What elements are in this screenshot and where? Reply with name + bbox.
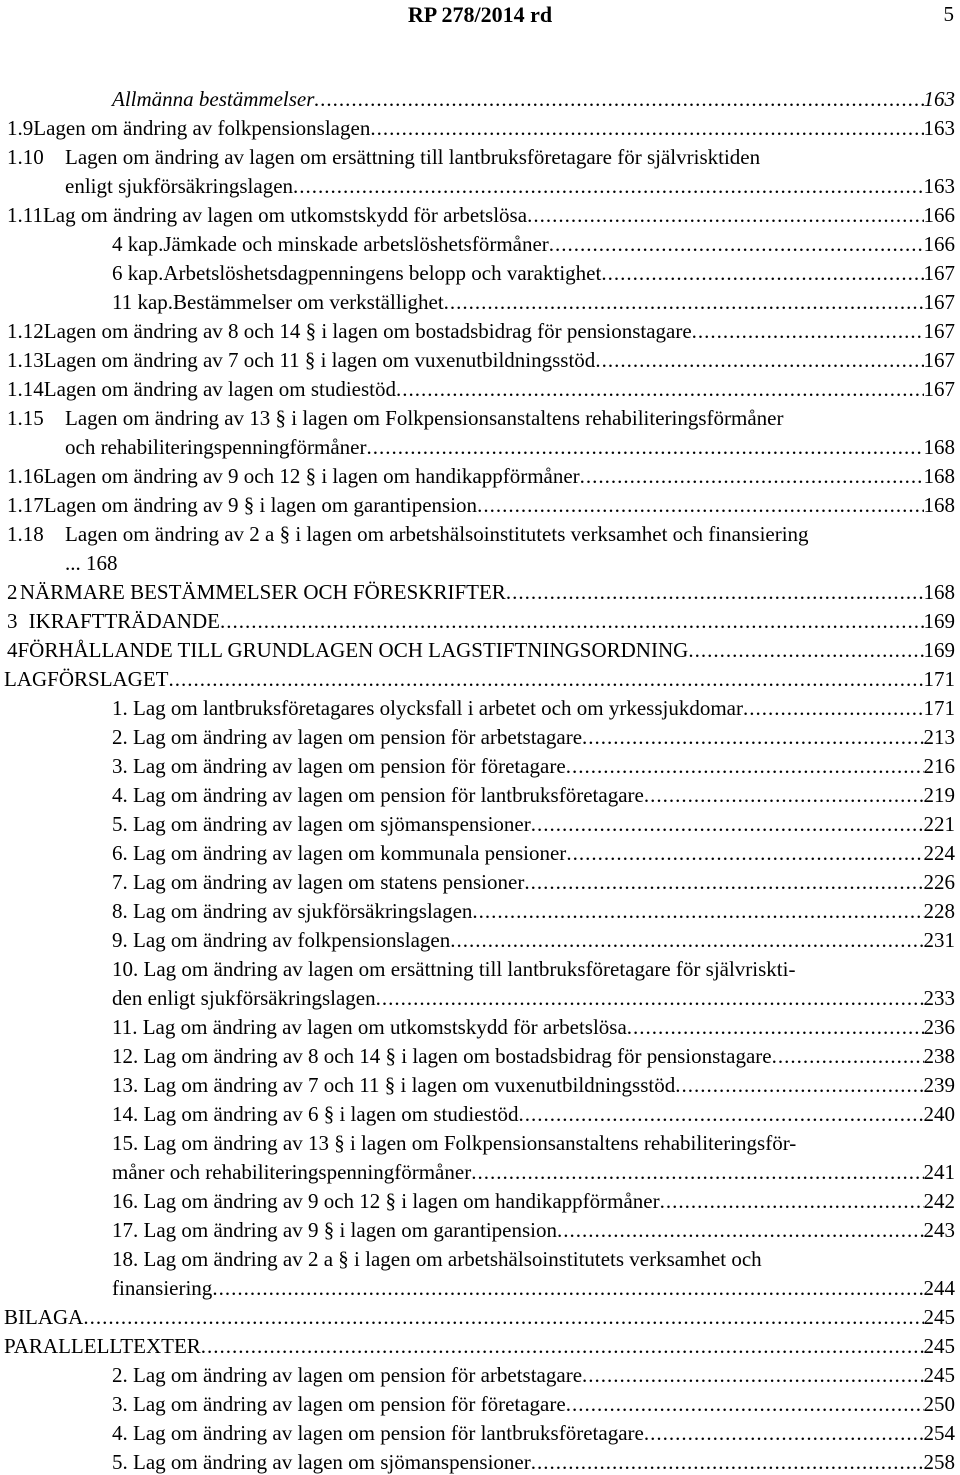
toc-entry-line [7, 202, 955, 228]
toc-entry-title: 17. Lag om ändring av 9 § i lagen om garantipension [112, 1218, 557, 1242]
toc-entry-line [7, 637, 955, 663]
toc-entry-number: 1.11 [7, 203, 43, 227]
toc-leader-dots [450, 927, 923, 953]
toc-entry-title: PARALLELLTEXTER [4, 1334, 201, 1358]
toc-entry-line [112, 695, 955, 721]
toc-entry-title: 14. Lag om ändring av 6 § i lagen om studiestöd [112, 1102, 519, 1126]
toc-page-number: 166 [923, 232, 955, 256]
toc-leader-dots [582, 1362, 923, 1388]
toc-entry-title: 10. Lag om ändring av lagen om ersättning till lantbruksföretagare för självriskti- [112, 957, 796, 981]
toc-entry[interactable] [0, 1130, 960, 1156]
toc-page-number: 216 [923, 754, 955, 778]
toc-entry[interactable] [0, 347, 960, 373]
toc-entry-title: 5. Lag om ändring av lagen om sjömanspensioner [112, 1450, 531, 1474]
toc-entry-title: Lagen om ändring av 13 § i lagen om Folkpensionsanstaltens rehabiliteringsförmåner [65, 406, 784, 430]
toc-page-number: 167 [923, 377, 955, 401]
toc-entry-title-continued: finansiering [112, 1276, 213, 1300]
toc-leader-dots [212, 1275, 923, 1301]
toc-page-number: 163 [923, 87, 955, 111]
toc-entry-line [7, 608, 955, 634]
toc-page-number: 250 [923, 1392, 955, 1416]
toc-entry-line [112, 1420, 955, 1446]
toc-entry-line [65, 173, 955, 199]
toc-entry-title: Lag om ändring av lagen om utkomstskydd för arbetslösa [42, 203, 528, 227]
toc-entry-title: Lagen om ändring av 7 och 11 § i lagen om vuxenutbildningsstöd [43, 348, 596, 372]
toc-entry-line [112, 840, 955, 866]
toc-entry[interactable] [0, 811, 960, 837]
toc-leader-dots [524, 869, 923, 895]
toc-leader-dots [566, 753, 924, 779]
toc-entry-title: Lagen om ändring av 9 och 12 § i lagen om handikappförmåner [43, 464, 580, 488]
toc-entry-line [112, 724, 955, 750]
toc-page-number: 221 [923, 812, 955, 836]
toc-entry-line [7, 405, 955, 431]
toc-leader-dots [519, 1101, 924, 1127]
toc-entry-line [112, 1246, 955, 1272]
toc-page-number: 231 [923, 928, 955, 952]
toc-page-number: 241 [923, 1160, 955, 1184]
toc-leader-dots [595, 347, 923, 373]
toc-page-number: 168 [923, 580, 955, 604]
toc-entry-title-continued: och rehabiliteringspenningförmåner [65, 435, 367, 459]
toc-page-number: 254 [923, 1421, 955, 1445]
toc-page-number: 243 [923, 1218, 955, 1242]
toc-page-number: 171 [923, 696, 955, 720]
toc-page-number: 219 [923, 783, 955, 807]
toc-leader-dots [580, 463, 924, 489]
toc-entry-title: Lagen om ändring av folkpensionslagen [33, 116, 371, 140]
toc-leader-dots [644, 1420, 924, 1446]
toc-leader-dots [549, 231, 924, 257]
toc-entry-number: 1.18 [7, 522, 44, 546]
toc-entry-line [112, 1275, 955, 1301]
toc-entry[interactable] [0, 1101, 960, 1127]
toc-entry[interactable] [0, 1420, 960, 1446]
toc-page-number: 163 [923, 116, 955, 140]
toc-entry[interactable] [0, 405, 960, 431]
toc-leader-dots [314, 86, 923, 112]
toc-leader-dots [220, 608, 924, 634]
toc-entry[interactable] [0, 144, 960, 170]
toc-entry-line [4, 666, 955, 692]
toc-leader-dots [644, 782, 924, 808]
toc-entry-line [7, 376, 955, 402]
toc-entry-continuation [0, 1159, 960, 1185]
toc-entry-number: 1.12 [7, 319, 44, 343]
toc-entry-title: 16. Lag om ändring av 9 och 12 § i lagen om handikappförmåner [112, 1189, 660, 1213]
toc-entry[interactable] [0, 666, 960, 692]
toc-page-number: 169 [923, 638, 955, 662]
toc-page-number: 166 [923, 203, 955, 227]
toc-entry[interactable] [0, 463, 960, 489]
toc-page-number: 238 [923, 1044, 955, 1068]
toc-entry-number: 1.17 [7, 493, 44, 517]
toc-entry-line [4, 1333, 955, 1359]
toc-entry[interactable] [0, 521, 960, 547]
toc-entry-number: 4 [7, 638, 18, 662]
toc-entry-title: 2. Lag om ändring av lagen om pension för arbetstagare [112, 725, 583, 749]
toc-entry-line [7, 115, 955, 141]
toc-entry[interactable] [0, 1391, 960, 1417]
toc-entry[interactable] [0, 318, 960, 344]
toc-entry-line [65, 550, 955, 576]
toc-entry[interactable] [0, 724, 960, 750]
toc-entry-number: 1.16 [7, 464, 44, 488]
toc-entry-title-continued: den enligt sjukförsäkringslagen [112, 986, 376, 1010]
toc-page-number: 167 [923, 348, 955, 372]
toc-entry-number: 6 kap. [112, 261, 164, 285]
toc-entry-line [7, 144, 955, 170]
toc-page-number: 167 [923, 261, 955, 285]
toc-entry-line [112, 898, 955, 924]
toc-entry-line [112, 1101, 955, 1127]
toc-entry-title: 9. Lag om ändring av folkpensionslagen [112, 928, 451, 952]
toc-entry-line [112, 985, 955, 1011]
toc-page-number: 244 [923, 1276, 955, 1300]
toc-page-number: 226 [923, 870, 955, 894]
toc-page-number: 168 [923, 493, 955, 517]
toc-entry-title: 18. Lag om ändring av 2 a § i lagen om arbetshälsoinstitutets verksamhet och [112, 1247, 762, 1271]
toc-entry-title: 2. Lag om ändring av lagen om pension för arbetstagare [112, 1363, 583, 1387]
toc-entry-line [112, 753, 955, 779]
toc-entry[interactable] [0, 1246, 960, 1272]
toc-entry-line [112, 956, 955, 982]
toc-entry-title: 1. Lag om lantbruksföretagares olycksfall i arbetet och om yrkessjukdomar [112, 696, 743, 720]
toc-entry-title: 8. Lag om ändring av sjukförsäkringslagen [112, 899, 473, 923]
toc-page-number: 168 [923, 435, 955, 459]
toc-entry-title: NÄRMARE BESTÄMMELSER OCH FÖRESKRIFTER [19, 580, 506, 604]
toc-entry-number: 1.9 [7, 116, 34, 140]
toc-leader-dots [471, 1159, 923, 1185]
toc-entry-line [112, 1130, 955, 1156]
toc-entry-title: 15. Lag om ändring av 13 § i lagen om Folkpensionsanstaltens rehabiliteringsför- [112, 1131, 797, 1155]
toc-entry-number: 4 kap. [112, 232, 164, 256]
toc-page-number: 239 [923, 1073, 955, 1097]
toc-entry[interactable] [0, 231, 960, 257]
page-number: 5 [943, 2, 954, 26]
toc-entry[interactable] [0, 1449, 960, 1475]
toc-leader-dots [601, 260, 923, 286]
toc-entry-title: LAGFÖRSLAGET [4, 667, 169, 691]
toc-entry-title: 7. Lag om ändring av lagen om statens pensioner [112, 870, 525, 894]
toc-entry-title: Bestämmelser om verkställighet [173, 290, 444, 314]
toc-page-number: 233 [923, 986, 955, 1010]
toc-entry-line [112, 1449, 955, 1475]
toc-leader-dots [506, 579, 924, 605]
toc-entry-continuation [0, 1275, 960, 1301]
toc-entry-title: IKRAFTTRÄDANDE [28, 609, 220, 633]
toc-entry[interactable] [0, 927, 960, 953]
toc-entry-title-continued: ... 168 [65, 551, 118, 575]
toc-page-number: 168 [923, 464, 955, 488]
toc-leader-dots [83, 1304, 923, 1330]
document-title: RP 278/2014 rd [407, 2, 553, 27]
toc-page-number: 169 [923, 609, 955, 633]
toc-leader-dots [688, 637, 923, 663]
toc-entry-number: 3 [7, 609, 18, 633]
toc-entry-title: 13. Lag om ändring av 7 och 11 § i lagen om vuxenutbildningsstöd [112, 1073, 676, 1097]
toc-entry-number: 1.13 [7, 348, 44, 372]
toc-entry-title: 3. Lag om ändring av lagen om pension för företagare [112, 1392, 566, 1416]
toc-entry-title: Jämkade och minskade arbetslöshetsförmåner [163, 232, 549, 256]
toc-leader-dots [366, 434, 923, 460]
toc-entry-title-continued: måner och rehabiliteringspenningförmåner [112, 1160, 472, 1184]
toc-entry-line [7, 318, 955, 344]
toc-entry[interactable] [0, 1304, 960, 1330]
toc-page-number: 236 [923, 1015, 955, 1039]
toc-entry-line [112, 927, 955, 953]
toc-entry[interactable] [0, 1043, 960, 1069]
toc-leader-dots [477, 492, 923, 518]
toc-entry-number: 1.14 [7, 377, 44, 401]
toc-entry-line [7, 579, 955, 605]
toc-entry-continuation [0, 434, 960, 460]
toc-entry-line [112, 1159, 955, 1185]
toc-page-number: 245 [923, 1363, 955, 1387]
toc-entry-title: 4. Lag om ändring av lagen om pension för lantbruksföretagare [112, 783, 644, 807]
toc-entry-line [112, 782, 955, 808]
toc-entry-number: 11 kap. [112, 290, 174, 314]
toc-entry-line [112, 86, 955, 112]
toc-entry-line [7, 347, 955, 373]
toc-page-number: 167 [923, 290, 955, 314]
toc-leader-dots [675, 1072, 923, 1098]
toc-entry[interactable] [0, 202, 960, 228]
toc-page-number: 171 [923, 667, 955, 691]
toc-entry[interactable] [0, 1333, 960, 1359]
toc-entry-line [7, 463, 955, 489]
toc-leader-dots [376, 985, 924, 1011]
toc-entry-title: Lagen om ändring av lagen om studiestöd [43, 377, 397, 401]
toc-page-number: 240 [923, 1102, 955, 1126]
toc-leader-dots [370, 115, 923, 141]
toc-entry-line [7, 492, 955, 518]
toc-entry-title: 6. Lag om ändring av lagen om kommunala pensioner [112, 841, 567, 865]
toc-entry-line [4, 1304, 955, 1330]
toc-page-number: 163 [923, 174, 955, 198]
toc-entry-line [112, 1188, 955, 1214]
toc-leader-dots [772, 1043, 924, 1069]
toc-leader-dots [582, 724, 923, 750]
toc-entry-title: Arbetslöshetsdagpenningens belopp och varaktighet [163, 261, 602, 285]
toc-entry-line [112, 869, 955, 895]
toc-page-number: 213 [923, 725, 955, 749]
toc-leader-dots [293, 173, 923, 199]
toc-entry[interactable] [0, 492, 960, 518]
toc-page-number: 224 [923, 841, 955, 865]
toc-entry[interactable] [0, 86, 960, 112]
toc-entry-title-continued: enligt sjukförsäkringslagen [65, 174, 294, 198]
toc-leader-dots [692, 318, 924, 344]
toc-entry-number: 1.10 [7, 145, 44, 169]
toc-entry[interactable] [0, 1217, 960, 1243]
toc-page-number: 245 [923, 1305, 955, 1329]
toc-entry-line [65, 434, 955, 460]
toc-entry-title: 5. Lag om ändring av lagen om sjömanspensioner [112, 812, 531, 836]
toc-leader-dots [566, 1391, 924, 1417]
toc-leader-dots [557, 1217, 924, 1243]
toc-leader-dots [444, 289, 924, 315]
toc-entry-title: Allmänna bestämmelser [112, 87, 315, 111]
toc-entry-title: BILAGA [4, 1305, 84, 1329]
toc-entry-line [112, 1217, 955, 1243]
toc-leader-dots [627, 1014, 924, 1040]
toc-entry-line [112, 260, 955, 286]
toc-entry-line [112, 231, 955, 257]
toc-entry-line [112, 289, 955, 315]
toc-entry[interactable] [0, 608, 960, 634]
toc-entry-number: 1.15 [7, 406, 44, 430]
toc-leader-dots [566, 840, 923, 866]
toc-entry-title: 4. Lag om ändring av lagen om pension för lantbruksföretagare [112, 1421, 644, 1445]
toc-entry-line [112, 1072, 955, 1098]
toc-page-number: 245 [923, 1334, 955, 1358]
toc-page-number: 167 [923, 319, 955, 343]
toc-entry-title: 3. Lag om ändring av lagen om pension för företagare [112, 754, 566, 778]
toc-entry[interactable] [0, 782, 960, 808]
toc-entry[interactable] [0, 1362, 960, 1388]
toc-entry[interactable] [0, 840, 960, 866]
toc-entry-line [7, 521, 955, 547]
toc-entry-title: FÖRHÅLLANDE TILL GRUNDLAGEN OCH LAGSTIFTNINGSORDNING [17, 638, 689, 662]
toc-entry-title: Lagen om ändring av lagen om ersättning till lantbruksföretagare för självrisktiden [65, 145, 761, 169]
toc-entry-title: 12. Lag om ändring av 8 och 14 § i lagen om bostadsbidrag för pensionstagare [112, 1044, 772, 1068]
toc-entry-line [112, 1391, 955, 1417]
toc-entry-title: Lagen om ändring av 2 a § i lagen om arbetshälsoinstitutets verksamhet och finansiering [65, 522, 809, 546]
toc-entry-number: 2 [7, 580, 18, 604]
toc-entry-line [112, 1014, 955, 1040]
toc-entry[interactable] [0, 869, 960, 895]
toc-leader-dots [472, 898, 923, 924]
toc-leader-dots [531, 1449, 924, 1475]
toc-entry[interactable] [0, 579, 960, 605]
toc-leader-dots [169, 666, 924, 692]
toc-entry-title: 11. Lag om ändring av lagen om utkomstskydd för arbetslösa [112, 1015, 627, 1039]
toc-entry[interactable] [0, 260, 960, 286]
toc-page-number: 258 [923, 1450, 955, 1474]
toc-page-number: 228 [923, 899, 955, 923]
toc-entry-title: Lagen om ändring av 8 och 14 § i lagen om bostadsbidrag för pensionstagare [43, 319, 692, 343]
toc-leader-dots [531, 811, 924, 837]
toc-entry[interactable] [0, 637, 960, 663]
toc-entry[interactable] [0, 753, 960, 779]
toc-leader-dots [396, 376, 923, 402]
toc-entry[interactable] [0, 376, 960, 402]
toc-entry-line [112, 811, 955, 837]
toc-entry[interactable] [0, 1188, 960, 1214]
toc-entry[interactable] [0, 1072, 960, 1098]
toc-entry[interactable] [0, 695, 960, 721]
toc-entry-continuation [0, 173, 960, 199]
toc-entry[interactable] [0, 115, 960, 141]
toc-leader-dots [527, 202, 923, 228]
toc-entry-continuation [0, 985, 960, 1011]
toc-entry-title: Lagen om ändring av 9 § i lagen om garantipension [43, 493, 478, 517]
toc-entry-line [112, 1043, 955, 1069]
toc-entry[interactable] [0, 898, 960, 924]
toc-entry-line [112, 1362, 955, 1388]
toc-page-number: 242 [923, 1189, 955, 1213]
toc-entry-continuation [0, 550, 960, 576]
toc-entry[interactable] [0, 289, 960, 315]
toc-entry[interactable] [0, 1014, 960, 1040]
toc-leader-dots [743, 695, 924, 721]
toc-leader-dots [201, 1333, 924, 1359]
toc-entry[interactable] [0, 956, 960, 982]
toc-leader-dots [660, 1188, 924, 1214]
